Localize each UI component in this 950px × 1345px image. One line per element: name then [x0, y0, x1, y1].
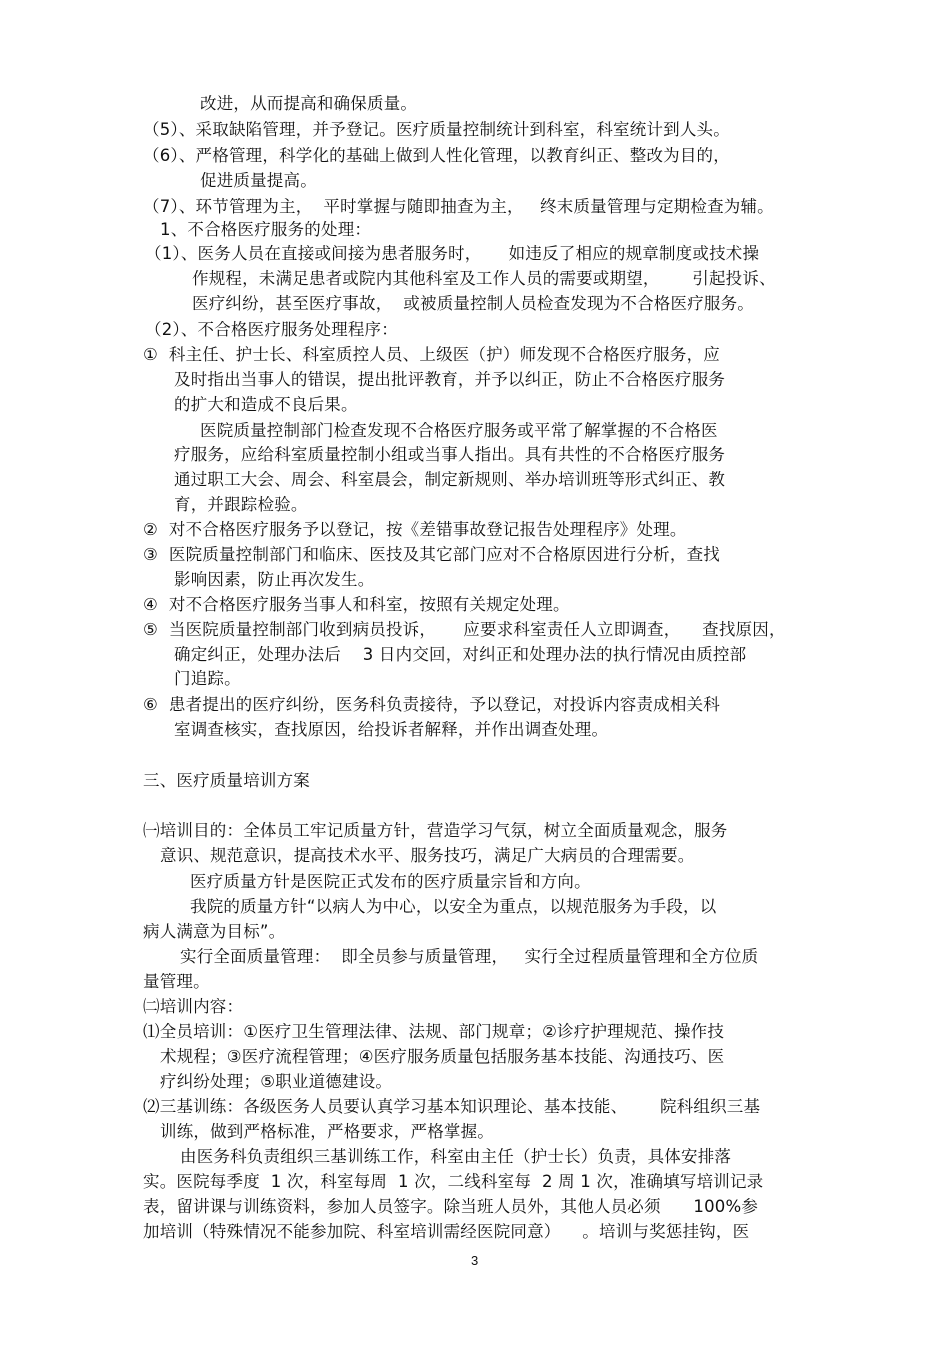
text-line: 促进质量提高。 — [200, 171, 317, 190]
text-line: 的扩大和造成不良后果。 — [174, 395, 358, 414]
text-line: 影响因素，防止再次发生。 — [174, 570, 375, 589]
text-line: 加培训（特殊情况不能参加院、科室培训需经医院同意） 。培训与奖惩挂钩，医 — [143, 1222, 750, 1241]
text-line: 作规程，未满足患者或院内其他科室及工作人员的需要或期望， 引起投诉、 — [192, 269, 776, 288]
text-line: 医院质量控制部门检查发现不合格医疗服务或平常了解掌握的不合格医 — [200, 421, 718, 440]
text-line: 由医务科负责组织三基训练工作，科室由主任（护士长）负责，具体安排落 — [180, 1147, 732, 1166]
text-line: 医疗纠纷，甚至医疗事故， 或被质量控制人员检查发现为不合格医疗服务。 — [192, 294, 754, 313]
list-item: ⑥ 患者提出的医疗纠纷，医务科负责接待，予以登记，对投诉内容责成相关科 — [143, 695, 720, 714]
text-line: 术规程；③医疗流程管理；④医疗服务质量包括服务基本技能、沟通技巧、医 — [160, 1047, 725, 1066]
text-line: ㈡培训内容： — [143, 997, 244, 1016]
text-line: 表，留讲课与训练资料，参加人员签字。除当班人员外，其他人员必须 100%参 — [143, 1197, 759, 1216]
list-item: ② 对不合格医疗服务予以登记，按《差错事故登记报告处理程序》处理。 — [143, 520, 687, 539]
text-line: 医疗质量方针是医院正式发布的医疗质量宗旨和方向。 — [190, 872, 591, 891]
text-line: 病人满意为目标”。 — [143, 922, 286, 941]
text-line: 意识、规范意识，提高技术水平、服务技巧，满足广大病员的合理需要。 — [160, 846, 695, 865]
list-item: ③ 医院质量控制部门和临床、医技及其它部门应对不合格原因进行分析，查找 — [143, 545, 720, 564]
text-line: 训练，做到严格标准，严格要求，严格掌握。 — [160, 1122, 494, 1141]
text-line: 改进，从而提高和确保质量。 — [200, 94, 418, 113]
text-line: 确定纠正，处理办法后 3 日内交回，对纠正和处理办法的执行情况由质控部 — [174, 645, 747, 664]
text-line: ㈠培训目的：全体员工牢记质量方针，营造学习气氛，树立全面质量观念，服务 — [143, 821, 728, 840]
text-line: 及时指出当事人的错误，提出批评教育，并予以纠正，防止不合格医疗服务 — [174, 370, 726, 389]
text-line: 疗服务，应给科室质量控制小组或当事人指出。具有共性的不合格医疗服务 — [174, 445, 726, 464]
text-line: 门追踪。 — [174, 669, 241, 688]
list-item: ⑤ 当医院质量控制部门收到病员投诉， 应要求科室责任人立即调查， 查找原因， — [143, 620, 786, 639]
text-line: 实行全面质量管理： 即全员参与质量管理， 实行全过程质量管理和全方位质 — [180, 947, 759, 966]
text-line: 1、不合格医疗服务的处理： — [160, 220, 372, 239]
page-number: 3 — [471, 1253, 479, 1268]
text-line: 育，并跟踪检验。 — [174, 495, 308, 514]
text-line: 室调查核实，查找原因，给投诉者解释，并作出调查处理。 — [174, 720, 609, 739]
text-line: 我院的质量方针“以病人为中心，以安全为重点，以规范服务为手段，以 — [190, 897, 717, 916]
list-item: ④ 对不合格医疗服务当事人和科室，按照有关规定处理。 — [143, 595, 570, 614]
text-line: （1）、医务人员在直接或间接为患者服务时， 如违反了相应的规章制度或技术操 — [145, 244, 760, 263]
text-line: ⑵三基训练：各级医务人员要认真学习基本知识理论、基本技能、 院科组织三基 — [143, 1097, 761, 1116]
text-line: 通过职工大会、周会、科室晨会，制定新规则、举办培训班等形式纠正、教 — [174, 470, 726, 489]
text-line: 量管理。 — [143, 972, 210, 991]
section-heading: 三、医疗质量培训方案 — [143, 771, 310, 790]
text-line: （2）、不合格医疗服务处理程序： — [145, 320, 398, 339]
text-line: 疗纠纷处理；⑤职业道德建设。 — [160, 1072, 393, 1091]
text-line: （5）、采取缺陷管理，并予登记。医疗质量控制统计到科室，科室统计到人头。 — [143, 120, 730, 139]
text-line: ⑴全员培训：①医疗卫生管理法律、法规、部门规章；②诊疗护理规范、操作技 — [143, 1022, 725, 1041]
text-line: 实。医院每季度 1 次，科室每周 1 次，二线科室每 2 周 1 次，准确填写培训记录 — [143, 1172, 764, 1191]
text-line: （6）、严格管理，科学化的基础上做到人性化管理，以教育纠正、整改为目的， — [143, 146, 730, 165]
text-line: （7）、环节管理为主， 平时掌握与随即抽查为主， 终末质量管理与定期检查为辅。 — [143, 197, 774, 216]
list-item: ① 科主任、护士长、科室质控人员、上级医（护）师发现不合格医疗服务，应 — [143, 345, 720, 364]
